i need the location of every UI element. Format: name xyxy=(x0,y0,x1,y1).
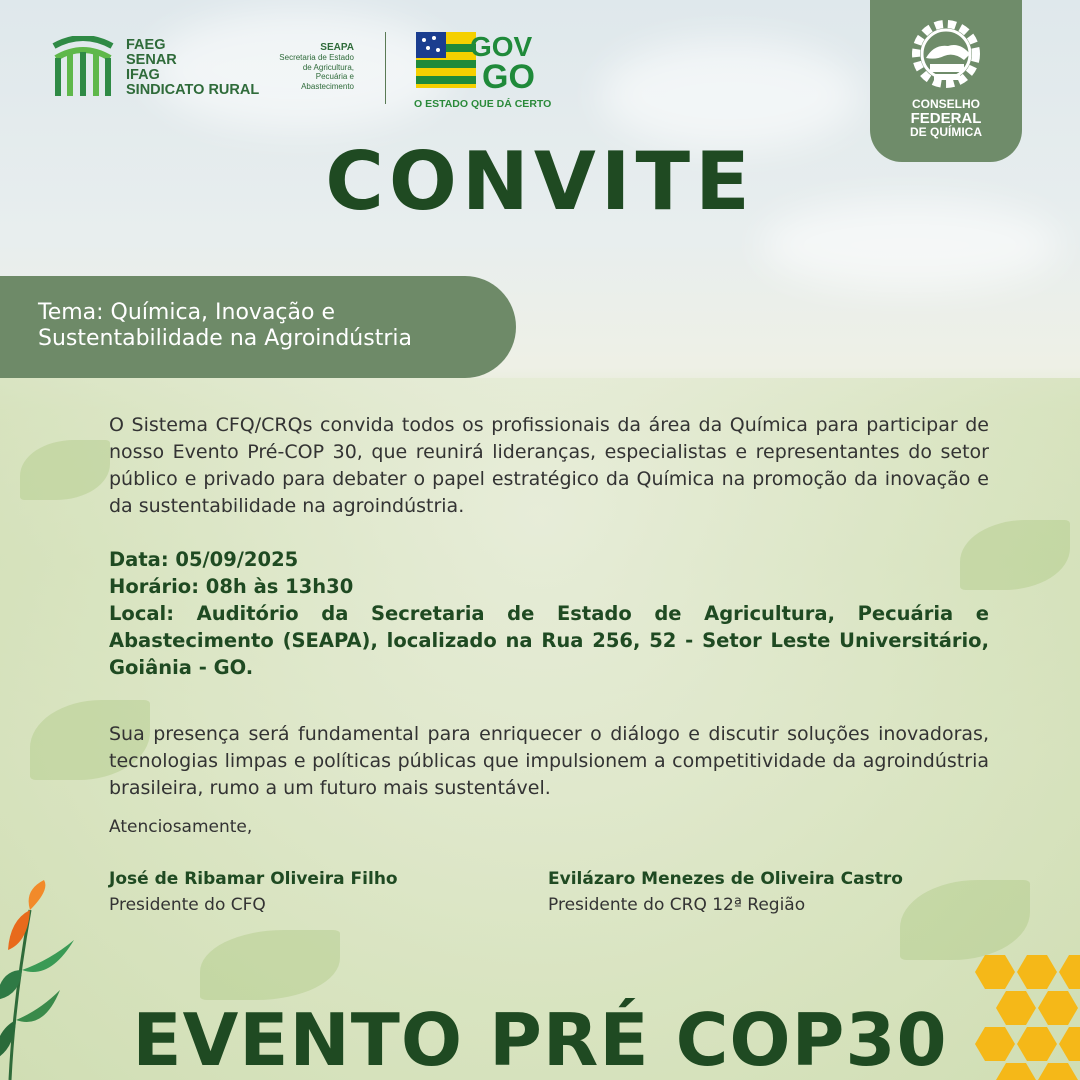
event-info xyxy=(109,546,989,681)
cloud-decoration xyxy=(600,40,860,150)
signatory-role: Presidente do CRQ 12ª Região xyxy=(548,895,806,915)
seapa-desc-line: Secretaria de Estado xyxy=(279,53,354,62)
theme-banner xyxy=(0,276,516,378)
cfq-gear-emblem-icon xyxy=(904,14,988,96)
sindicato-text: SINDICATO RURAL xyxy=(126,82,260,98)
signatory-name: Evilázaro Menezes de Oliveira Castro xyxy=(548,869,903,889)
cfq-line: DE QUÍMICA xyxy=(910,125,982,139)
page-title: CONVITE xyxy=(325,135,755,228)
senar-text: SENAR xyxy=(126,52,177,68)
seapa-desc-line: Abastecimento xyxy=(301,81,354,91)
event-title: EVENTO PRÉ COP30 xyxy=(132,998,948,1080)
faeg-senar-logo xyxy=(50,36,259,100)
seapa-logo xyxy=(262,42,354,91)
faeg-symbol-icon xyxy=(50,36,116,100)
event-time: Horário: 08h às 13h30 xyxy=(109,575,354,598)
signatory-role: Presidente do CFQ xyxy=(109,895,266,915)
ifag-text: IFAG xyxy=(126,67,160,83)
gov-caption: O ESTADO QUE DÁ CERTO xyxy=(414,98,552,110)
gov-go-flag-icon xyxy=(414,28,546,92)
event-location: Local: Auditório da Secretaria de Estado de Agricultura, Pecuária e Abastecimento (SEAPA), localizado na Rua 256, 52 - Setor Leste Universitário, Goiânia - GO. xyxy=(109,602,989,679)
cfq-line: FEDERAL xyxy=(910,110,982,127)
seapa-desc-line: de Agricultura, xyxy=(302,62,354,72)
cfq-line: CONSELHO xyxy=(911,97,980,111)
signature-crq xyxy=(548,866,903,918)
faeg-text: FAEG xyxy=(126,37,166,53)
go-text: GO xyxy=(482,58,535,92)
gov-go-logo xyxy=(414,28,551,110)
regards-text: Atenciosamente, xyxy=(109,817,253,837)
gov-text: GOV xyxy=(470,31,533,62)
event-date: Data: 05/09/2025 xyxy=(109,548,299,571)
seapa-title: SEAPA xyxy=(320,42,354,53)
logo-divider xyxy=(385,32,386,104)
signature-cfq xyxy=(109,866,398,918)
intro-paragraph: O Sistema CFQ/CRQs convida todos os profissionais da área da Química para participar de nosso Evento Pré-COP 30, que reunirá lideranças, especialistas e representantes do setor público e privado para debater o papel estratégico da Química na promoção da inovação e da sustentabilidade na agroindústria. xyxy=(109,414,989,517)
seapa-desc-line: Pecuária e xyxy=(315,72,354,81)
theme-line: Sustentabilidade na Agroindústria xyxy=(38,326,412,351)
closing-paragraph: Sua presença será fundamental para enriquecer o diálogo e discutir soluções inovadoras, tecnologias limpas e políticas públicas que impulsionem a competitividade da agroindústria brasileira, rumo a um futuro mais sustentável. xyxy=(109,723,989,799)
theme-line: Tema: Química, Inovação e xyxy=(38,300,335,325)
signatory-name: José de Ribamar Oliveira Filho xyxy=(109,869,398,889)
